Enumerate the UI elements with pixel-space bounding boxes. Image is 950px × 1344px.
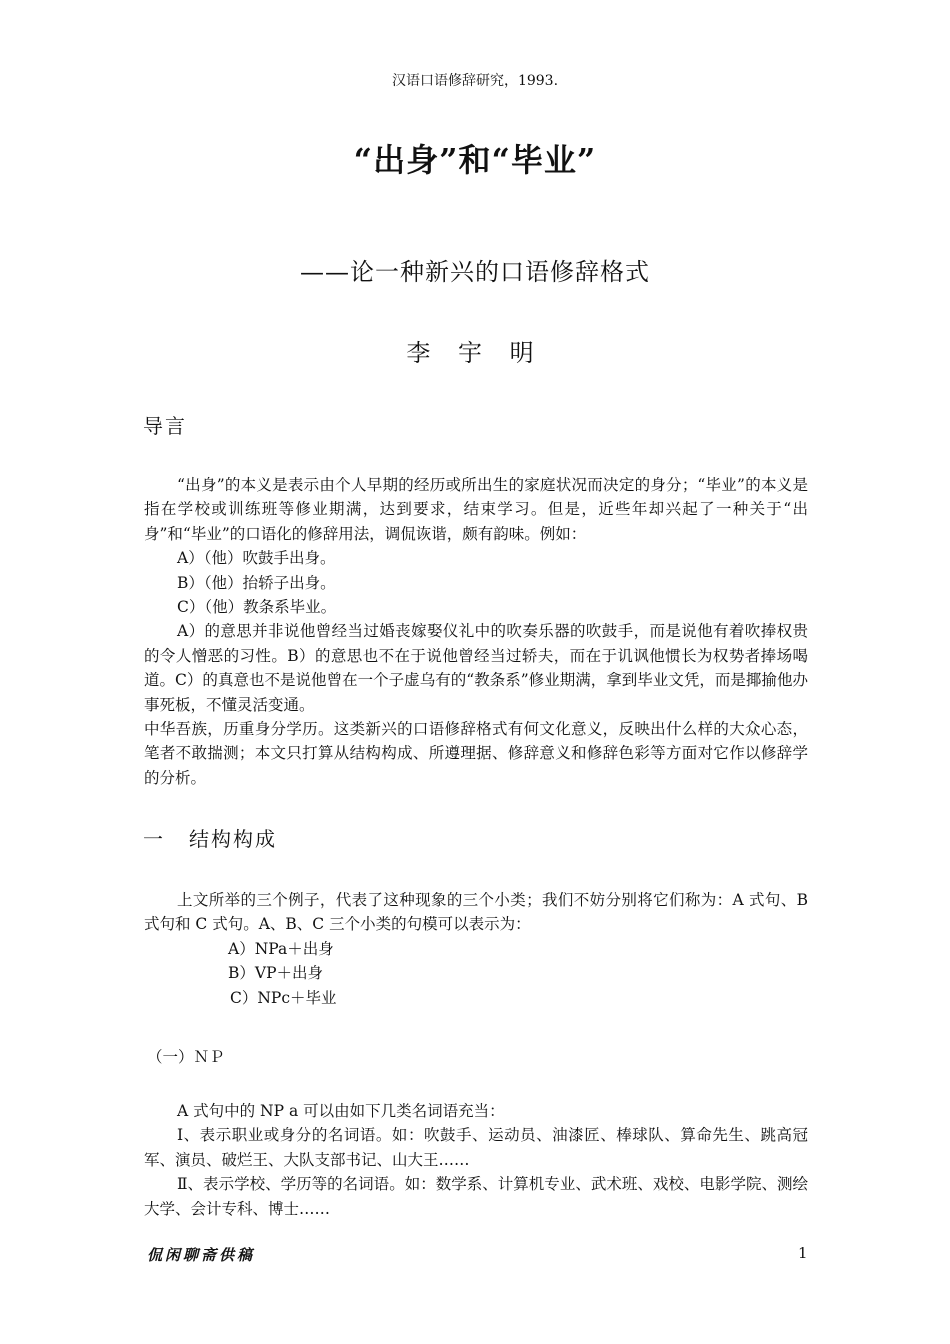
- section-1-title: 结构构成: [189, 827, 277, 851]
- intro-section: [144, 473, 808, 790]
- paper-title: “出身”和“毕业”: [353, 141, 597, 179]
- section-1-number: 一: [143, 827, 165, 851]
- subsection-heading: （一）ＮＰ: [147, 1048, 225, 1066]
- subsection-body: [144, 1099, 808, 1221]
- intro-heading: 导言: [143, 414, 187, 438]
- footer-contributor-mark: 侃闲聊斋供稿: [147, 1246, 256, 1264]
- subsection-paragraph: A 式句中的 NP a 可以由如下几类名词语充当：: [177, 1102, 505, 1120]
- section-1-heading: [143, 823, 277, 852]
- intro-paragraph-3: 中华吾族，历重身分学历。这类新兴的口语修辞格式有何文化意义，反映出什么样的大众心态，笔者不敢揣测；本文只打算从结构构成、所遵理据、修辞意义和修辞色彩等方面对它作以修辞学的分析。: [144, 720, 808, 787]
- formula-c: C）NPc＋毕业: [230, 988, 337, 1007]
- intro-paragraph-2: A）的意思并非说他曾经当过婚丧嫁娶仪礼中的吹奏乐器的吹鼓手，而是说他有着吹捧权贵的令人憎恶的习性。B）的意思也不在于说他曾经当过轿夫，而在于讥讽他惯长为权势者捧场喝道。C）的真意也不是说他曾在一个子虚乌有的“教条系”修业期满，拿到毕业文凭，而是揶揄他办事死板，不懂灵活变通。: [144, 622, 808, 714]
- list-item-1: Ⅰ、表示职业或身分的名词语。如：吹鼓手、运动员、油漆匠、棒球队、算命先生、跳高冠军、演员、破烂王、大队支部书记、山大王……: [144, 1126, 808, 1169]
- source-citation: 汉语口语修辞研究，1993.: [391, 73, 559, 89]
- intro-paragraph-1: “出身”的本义是表示由个人早期的经历或所出生的家庭状况而决定的身分；“毕业”的本义是指在学校或训练班等修业期满，达到要求，结束学习。但是，近些年却兴起了一种关于“出身”和“毕业”的口语化的修辞用法，调侃诙谐，颇有韵味。例如：: [144, 476, 808, 543]
- example-a: A）（他）吹鼓手出身。: [177, 549, 336, 568]
- formula-b: B）VP＋出身: [228, 964, 324, 983]
- author-name: 李 宇 明: [406, 339, 544, 367]
- list-item-2: Ⅱ、表示学校、学历等的名词语。如：数学系、计算机专业、武术班、戏校、电影学院、测绘大学、会计专科、博士……: [144, 1175, 808, 1218]
- formula-a: A）NPa＋出身: [228, 939, 334, 958]
- section-1-body: [144, 888, 808, 1010]
- page-number: 1: [798, 1244, 808, 1262]
- section-1-paragraph-1: 上文所举的三个例子，代表了这种现象的三个小类；我们不妨分别将它们称为：A 式句、B 式句和 C 式句。A、B、C 三个小类的句模可以表示为：: [144, 891, 808, 934]
- example-c: C）（他）教条系毕业。: [177, 598, 337, 617]
- example-b: B）（他）抬轿子出身。: [177, 573, 336, 592]
- paper-subtitle: ——论一种新兴的口语修辞格式: [300, 258, 650, 286]
